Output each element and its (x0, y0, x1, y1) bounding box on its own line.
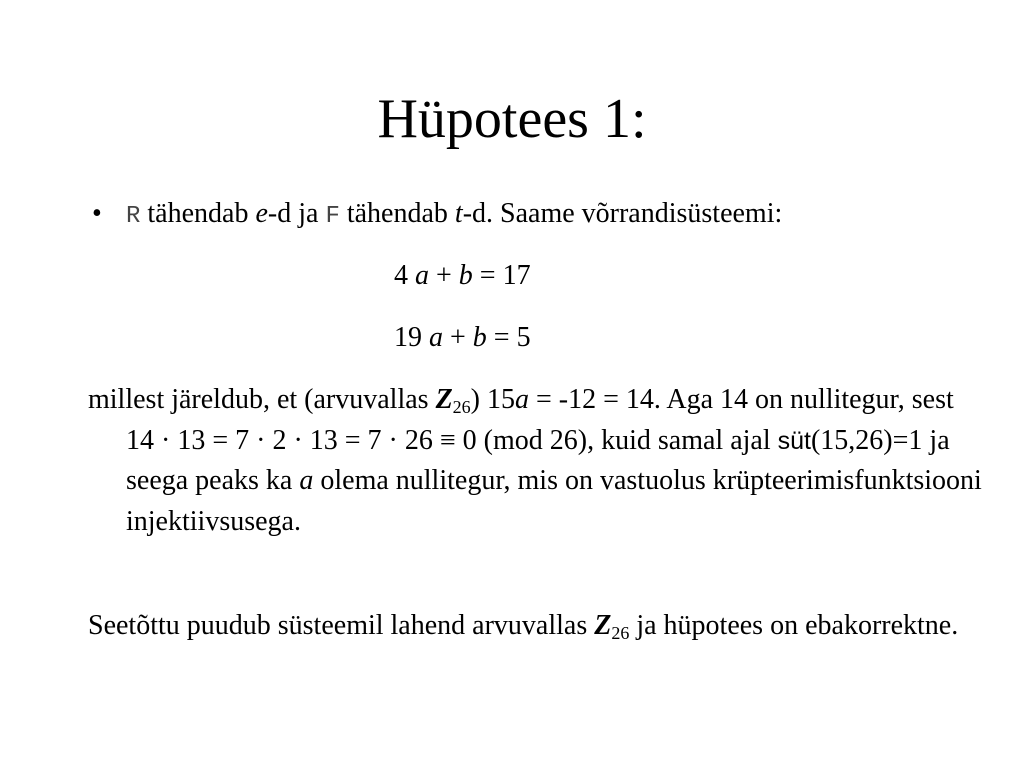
code-f: F (325, 203, 340, 230)
bullet-item (92, 196, 782, 235)
eq-plus: + (429, 260, 459, 291)
p2-ring-sub: 26 (611, 623, 630, 643)
p2-text-1: Seetõttu puudub süsteemil lahend arvuvallas (88, 610, 595, 641)
code-r: R (126, 203, 141, 230)
eq-plus: + (443, 322, 473, 353)
bullet-dot: • (92, 198, 102, 229)
eq-rhs: = 5 (486, 322, 531, 353)
eq-var-b: b (472, 322, 487, 353)
eq-coef: 19 (394, 322, 429, 353)
p2-text-2: ja hüpotees on ebakorrektne. (629, 610, 959, 641)
slide-title: Hüpotees 1: (377, 88, 647, 150)
var-e: e (255, 198, 268, 229)
p1-syt: süt (777, 426, 811, 455)
eq-coef: 4 (394, 260, 415, 291)
var-t: t (454, 198, 463, 229)
p1-text-3: = -12 = 14. Aga 14 on nullitegur, sest 14 · 13 = 7 · 2 · 13 = 7 · 26 ≡ 0 (mod 26), kuid samal ajal (126, 384, 954, 456)
p1-ring-z: Z (435, 384, 453, 415)
equation-1 (394, 258, 531, 294)
p1-text-1: millest järeldub, et (arvuvallas (88, 384, 436, 415)
bullet-text-4: -d. Saame võrrandisüsteemi: (462, 198, 783, 229)
paragraph-final (88, 606, 986, 647)
bullet-text-3: tähendab (339, 198, 455, 229)
eq-var-a: a (429, 322, 443, 353)
p1-text-2: ) 15 (470, 384, 515, 415)
p2-ring-z: Z (594, 610, 612, 641)
p1-text-4: (15,26)=1 ja seega peaks ka (126, 424, 950, 496)
eq-rhs: = 17 (472, 260, 531, 291)
bullet-text-2: -d ja (267, 198, 326, 229)
paragraph-conclusion (88, 380, 986, 542)
p1-var-a-2: a (299, 465, 314, 496)
p1-ring-sub: 26 (452, 397, 471, 417)
eq-var-a: a (415, 260, 429, 291)
eq-var-b: b (458, 260, 473, 291)
bullet-text-1: tähendab (140, 198, 256, 229)
p1-var-a: a (515, 384, 529, 415)
equation-2 (394, 320, 531, 356)
p1-text-5: olema nullitegur, mis on vastuolus krüpteerimisfunktsiooni injektiivsusega. (126, 465, 982, 537)
